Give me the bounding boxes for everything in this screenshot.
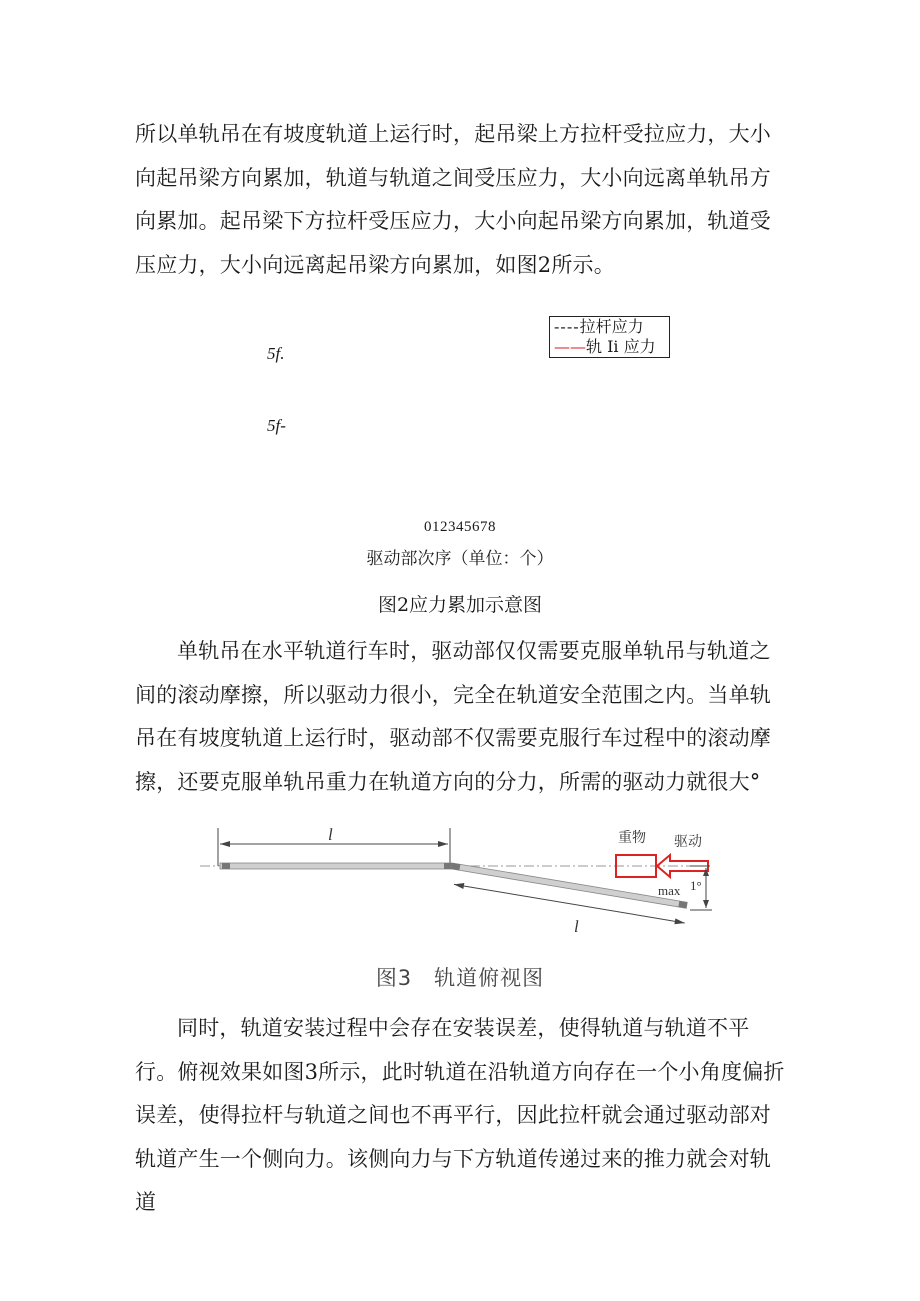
rail-joint [222, 863, 230, 869]
rail-segment-inclined [452, 863, 688, 908]
angle-label: 1° [690, 878, 702, 893]
legend-label: 拉杆应力 [579, 317, 644, 336]
rail-joint [444, 863, 452, 869]
drive-label: 驱动 [674, 834, 702, 850]
paragraph-1: 所以单轨吊在有坡度轨道上运行时，起吊梁上方拉杆受拉应力，大小向起吊梁方向累加，轨道与轨道之间受压应力，大小向远离单轨吊方向累加。起吊梁下方拉杆受压应力，大小向起吊梁方向累加，轨道受压应力，大小向远离起吊梁方向累加，如图2所示。 [135, 122, 771, 277]
figure-2-caption: 图2应力累加示意图 [377, 594, 543, 616]
legend-label: 轨 Ii 应力 [586, 337, 656, 356]
dimension-label-l: l [574, 917, 579, 936]
y-tick-label: 5f. [267, 344, 285, 363]
arrow-head [438, 841, 448, 847]
arrow-head [220, 841, 230, 847]
paragraph-2: 单轨吊在水平轨道行车时，驱动部仅仅需要克服单轨吊与轨道之间的滚动摩擦，所以驱动力很小，完全在轨道安全范围之内。当单轨吊在有坡度轨道上运行时，驱动部不仅需要克服行车过程中的滚动摩擦，还要克服单轨吊重力在轨道方向的分力，所需的驱动力就很大° [135, 639, 771, 794]
legend-item-rod-stress [550, 317, 669, 337]
figure-3-caption: 图3 轨道俯视图 [375, 966, 545, 990]
legend-solid-line: —— [554, 337, 586, 356]
weight-label: 重物 [618, 830, 646, 846]
rail-top-view-diagram [200, 822, 720, 962]
x-axis-label: 驱动部次序（单位：个） [366, 549, 554, 569]
legend-dash-line: ---- [554, 317, 580, 336]
arrow-head [703, 900, 709, 908]
chart-legend [549, 316, 670, 358]
paragraph-3: 同时，轨道安装过程中会存在安装误差，使得轨道与轨道不平行。俯视效果如图3所示，此时轨道在沿轨道方向存在一个小角度偏折误差，使得拉杆与轨道之间也不再平行，因此拉杆就会通过驱动部对轨道产生一个侧向力。该侧向力与下方轨道传递过来的推力就会对轨道 [135, 1016, 785, 1214]
max-label: max [658, 883, 681, 898]
legend-item-rail-stress [550, 337, 669, 357]
dimension-label-l: l [328, 825, 333, 844]
y-tick-label: 5f- [267, 416, 286, 435]
rail-segment-horizontal [220, 863, 452, 869]
x-tick-labels: 012345678 [424, 519, 496, 535]
